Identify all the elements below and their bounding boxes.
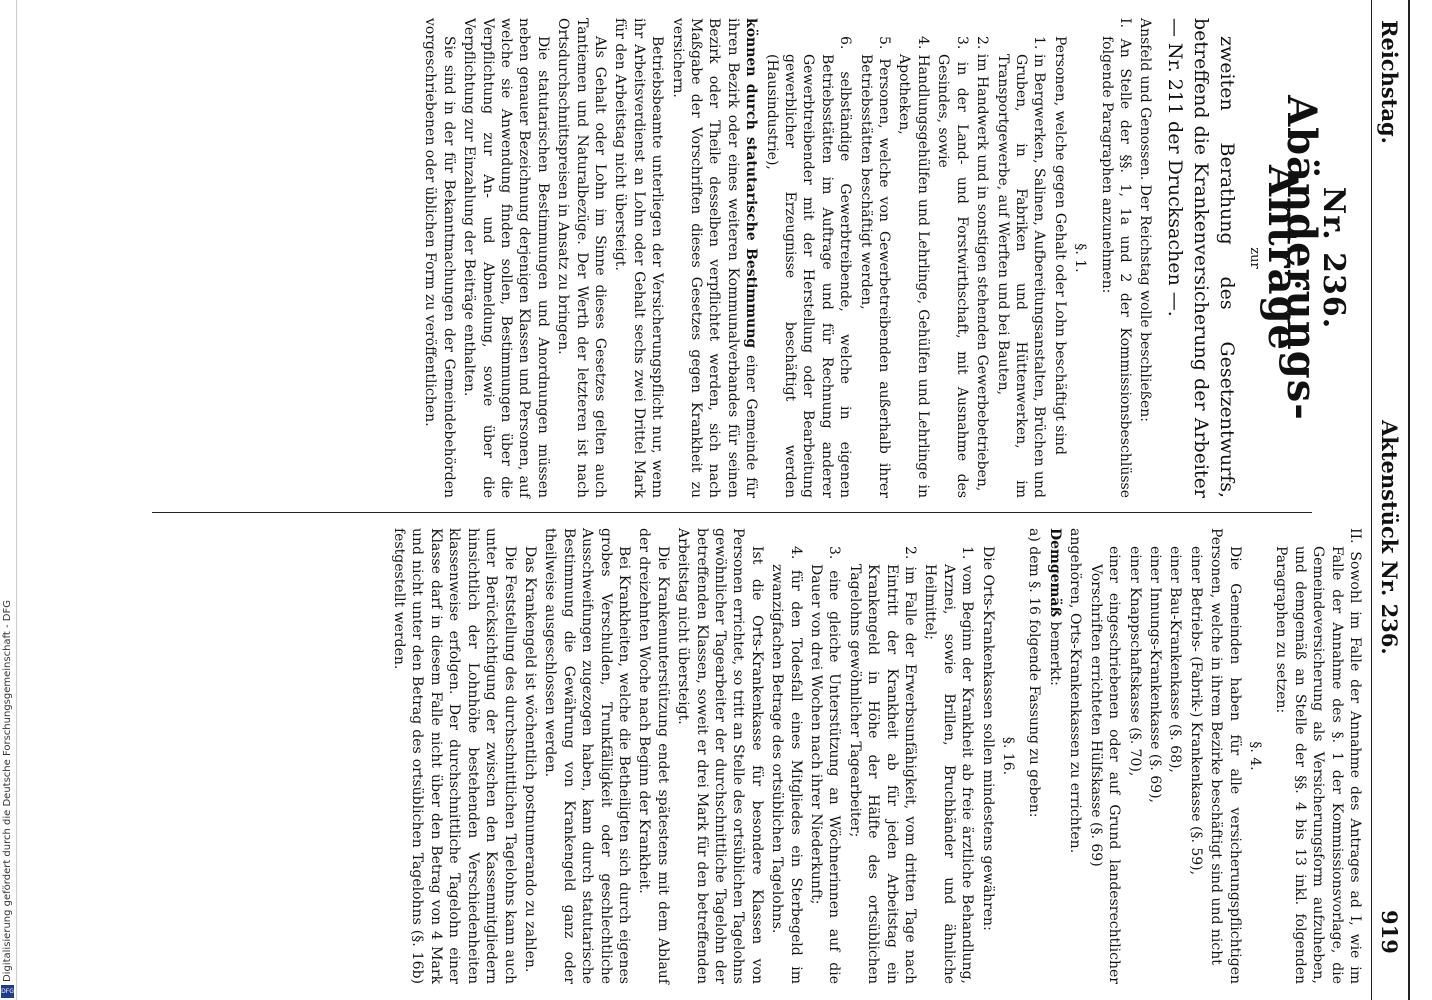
paragraph: angehören, Orts-Krankenkassen zu errichten. (1067, 528, 1084, 854)
column-divider (152, 512, 1312, 513)
paragraph: Betriebsbeamte unterliegen der Versicherungspflicht nur, wenn ihr Arbeitsverdienst an Lohn oder Gehalt sechs zwei Drittel Mark für den Arbeitstag nicht übersteigt. (612, 18, 666, 498)
paragraph (1046, 528, 1064, 984)
section-heading: §. 4. (1246, 741, 1263, 771)
bold-phrase: Demgemäß (1046, 528, 1063, 618)
list-item: 5. Personen, welche von Gewerbetreibenden außerhalb ihrer Betriebsstätten beschäftigt werden, (857, 36, 893, 498)
paragraph: Die Orts-Krankenkassen sollen mindestens gewähren: (979, 546, 996, 931)
motion-item-1: I. An Stelle der §§. 1, 1a und 2 der Kommissionsbeschlüsse folgende Paragraphen anzunehmen: (1098, 18, 1133, 498)
dfg-logo: DFG (1, 985, 14, 998)
page-number: 919 (1377, 910, 1402, 954)
sub-item: a) dem §. 16 folgende Fassung zu geben: (1026, 528, 1043, 818)
list-item: 4. Handlungsgehülfen und Lehrlinge, Gehülfen und Lehrlinge in Apotheken, (896, 36, 931, 498)
section-heading: §. 16. (1000, 736, 1017, 776)
paragraph (668, 18, 760, 498)
list-item: 3. in der Land- und Forstwirthschaft, mit Ausnahme des Gesindes, sowie (935, 36, 970, 498)
list-item: einer Innungs-Krankenkasse (§. 69), (1146, 546, 1163, 804)
header-rule-top (1408, 0, 1410, 1000)
funding-notice: Digitalisierung gefördert durch die Deutsche Forschungsgemeinschaft - DFG (2, 599, 13, 982)
title-connector: zur (1246, 247, 1262, 269)
document-number: Nr. 236. (1316, 186, 1351, 330)
movers-line: Ansfeld und Genossen. Der Reichstag wolle beschließen: (1137, 18, 1154, 422)
list-item: einer eingeschriebenen oder auf Grund landesrechtlicher Vorschriften errichteten Hülfskasse (§. 69) (1087, 546, 1123, 984)
bold-phrase: können durch statutarische Bestimmung (743, 18, 760, 349)
paragraph: Die Gemeinden haben für alle versicherungspflichtigen Personen, welche in ihrem Bezirke beschäftigt sind und nicht (1208, 528, 1243, 984)
list-item: 6. selbständige Gewerbtreibende, welche in eigenen Betriebsstätten im Auftrage und für Rechnung anderer Gewerbtreibender mit der Herstellung oder Bearbeitung gewerblicher Erzeugnisse beschäftigt werden (Hausindustrie), (763, 36, 854, 498)
right-column (388, 528, 1364, 984)
running-head: Reichstag. (1377, 20, 1402, 144)
paragraph: Die Feststellung des durchschnittlichen Tagelohns kann auch unter Berücksichtigung der zwischen den Kassenmitgliedern hinsichtlich der Lohnhöhe bestehenden Verschiedenheiten klassenweise erfolgen. Der durchschnittliche Tagelohn einer Klasse darf in diesem Falle nicht über den Betrag von 4 Mark und nicht unter den Betrag des ortsüblichen Tagelohns (§. 16b) festgestellt werden. (391, 528, 518, 984)
document-number-head: Aktenstück Nr. 236. (1377, 420, 1402, 655)
paragraph: Die Krankenunterstützung endet spätestens mit dem Ablauf der dreizehnten Woche nach Beginn der Krankheit. (636, 528, 671, 984)
list-item: einer Bau-Krankenkasse (§. 68), (1167, 546, 1184, 773)
paragraph: Sie sind in der für Bekanntmachungen der Gemeindebehörden vorgeschriebenen oder üblichen Form zu veröffentlichen. (422, 18, 457, 498)
list-item: einer Betriebs- (Fabrik-) Krankenkasse (§. 59), (1187, 546, 1204, 876)
paragraph: Bei Krankheiten, welche die Betheiligten sich durch eigenes grobes Verschulden, Trunkfälligkeit oder geschlechtliche Ausschweifungen zugezogen haben, kann durch statutarische Bestimmung die Gewährung von Krankengeld ganz oder theilweise ausgeschlossen werden. (542, 528, 632, 984)
paragraph-text: bemerkt: (1046, 621, 1063, 686)
list-item: 1. in Bergwerken, Salinen, Aufbereitungsanstalten, Brüchen und Gruben, in Fabriken und Hüttenwerken, im Transportgewerbe, auf Werften und bei Bauten, (994, 36, 1048, 498)
list-item: 2. im Handwerk und in sonstigen stehenden Gewerbebetrieben, (974, 36, 991, 492)
paragraph-text: einer Gemeinde für ihren Bezirk oder eines weiteren Kommunalverbandes für seinen Bezirk oder Theile desselben verpflichtet werden, sich nach Maßgabe der Vorschriften dieses Gesetzes gegen Krankheit zu versichern. (669, 18, 760, 499)
list-item: einer Knappschaftskasse (§. 70), (1126, 546, 1143, 777)
section-heading: §. 1. (1072, 243, 1089, 273)
paragraph: Als Gehalt oder Lohn im Sinne dieses Gesetzes gelten auch Tantiemen und Naturalbezüge. Der Werth der letzteren ist nach Ortsdurchschnittspreisen in Ansatz zu bringen. (555, 18, 608, 498)
left-column (419, 18, 1364, 498)
paragraph: Ist die Orts-Krankenkasse für besondere Klassen von Personen errichtet, so tritt an Stelle des ortsüblichen Tagelohns gewöhnlicher Tagearbeiter der durchschnittliche Tagelohn der betreffenden Klassen, soweit er drei Mark für den betreffenden Arbeitstag nicht übersteigt. (675, 528, 765, 984)
paragraph: Das Krankengeld ist wöchentlich postnumerando zu zahlen. (521, 546, 538, 973)
paragraph: Personen, welche gegen Gehalt oder Lohn beschäftigt sind (1051, 36, 1068, 455)
list-item: 1. vom Beginn der Krankheit ab freie ärztliche Behandlung, Arznei, sowie Brillen, Bruchbänder und ähnliche Heilmittel; (922, 546, 976, 984)
document-subtitle: zweiten Berathung des Gesetzentwurfs, betreffend die Krankenversicherung der Arbeiter — Nr. 211 der Drucksachen —. (1164, 18, 1239, 498)
document-title: Abänderungs-Anträge (1259, 95, 1325, 421)
list-item: 2. im Falle der Erwerbsunfähigkeit, vom dritten Tage nach Eintritt der Krankheit ab für jeden Arbeitstag ein Krankengeld in Höhe der Hälfte des ortsüblichen Tagelohns gewöhnlicher Tagearbeiter; (846, 546, 919, 984)
list-item: 4. für den Todesfall eines Mitgliedes ein Sterbegeld im zwanzigfachen Betrage des ortsüblichen Tagelohns. (769, 546, 804, 984)
motion-item-2: II. Sowohl im Falle der Annahme des Antrages ad I, wie im Falle der Annahme des §. 1 der Kommissionsvorlage, die Gemeindeversicherung als Versicherungsform aufzuheben, und demgemäß an Stelle der §§. 4 bis 13 inkl. folgenden Paragraphen zu setzen: (1273, 528, 1363, 984)
header-rule-bottom (1371, 0, 1372, 1000)
list-item: 3. eine gleiche Unterstützung an Wöchnerinnen auf die Dauer von drei Wochen nach ihrer Niederkunft; (808, 546, 843, 984)
paragraph: Die statutarischen Bestimmungen und Anordnungen müssen neben genauer Bezeichnung derjenigen Klassen und Personen, auf welche sie Anwendung finden sollen, Bestimmungen über die Verpflichtung zur An- und Abmeldung, sowie über die Verpflichtung zur Einzahlung der Beiträge enthalten. (461, 18, 551, 498)
